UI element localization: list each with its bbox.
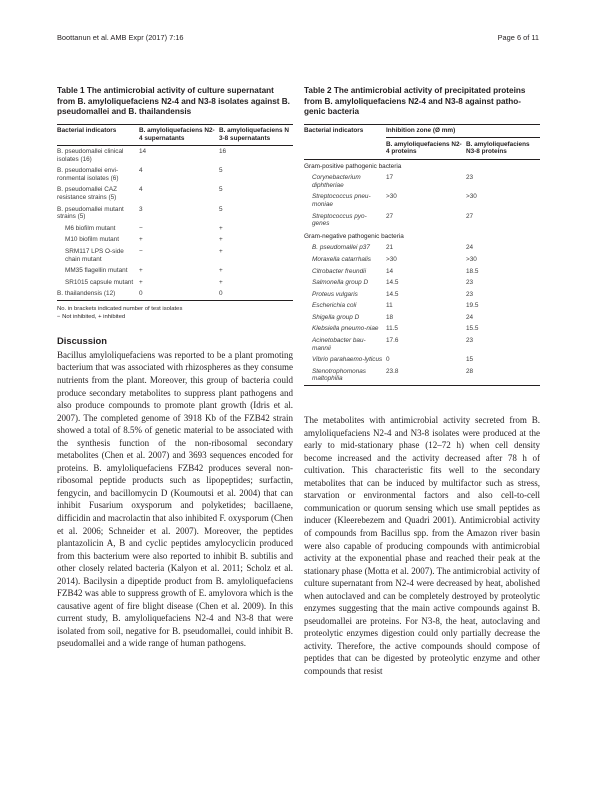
table2-cell-organism: Stenotrophomonas maltophilia (312, 367, 367, 383)
table2-section-gram-negative-label: Gram-negative pathogenic bacteria (304, 232, 404, 240)
table2-cell-n24: 17.6 (386, 337, 399, 345)
running-header-citation: Boottanun et al. AMB Expr (2017) 7:16 (57, 33, 184, 42)
table2-cell-n38: >30 (466, 255, 477, 263)
table2-cell-organism: Corynebacterium diphtheriae (312, 174, 361, 189)
table2-cell-organism: Acinetobacter bau-mannii (312, 337, 366, 352)
table2-cell-organism: Salmonella group D (312, 279, 369, 287)
table1-cell-n24: 4 (139, 186, 143, 194)
table2-cell-n38: 27 (466, 212, 474, 220)
table1-cell-n24: 0 (139, 290, 143, 298)
table2-row (304, 172, 540, 191)
table1-cell-n24: 4 (139, 167, 143, 175)
table1-footnote-1: No. in brackets indicated number of test isolates (57, 305, 183, 312)
table1-cell-indicator: M10 biofilm mutant (65, 236, 119, 244)
table2-cell-n38: 23 (466, 337, 474, 345)
table2-cell-n38: 15.5 (466, 325, 479, 333)
table2-section-gram-positive-label: Gram-positive pathogenic bacteria (304, 162, 402, 170)
table2-row (304, 366, 540, 386)
page-number: Page 6 of 11 (497, 33, 539, 42)
table2-cell-n38: 18.5 (466, 267, 479, 275)
table2-cell-n38: 23 (466, 174, 474, 182)
table2-cell-n38: 28 (466, 367, 474, 375)
table1-cell-n38: 5 (219, 167, 223, 175)
table2-row (304, 312, 540, 324)
table2-cell-n24: >30 (386, 255, 397, 263)
table2-cell-organism: Streptococcus pneu-moniae (312, 193, 371, 208)
table1-cell-indicator: M6 biofilm mutant (65, 224, 116, 232)
table2-cell-n38: 23 (466, 290, 474, 298)
table1-header-indicator: Bacterial indicators (57, 124, 139, 145)
table1-cell-n24: + (139, 278, 143, 286)
table2-cell-n24: 23.8 (386, 367, 399, 375)
table1-cell-n24: − (139, 247, 143, 255)
table2-header-n38: B. amyloliquefaciens N3-8 proteins (466, 138, 540, 159)
table2-cell-n38: 23 (466, 279, 474, 287)
table2-row (304, 289, 540, 301)
discussion-left-paragraph: Bacillus amyloliquefaciens was reported to be a plant promoting bacterium that was associated with rhizospheres as they consume nutrients from the plant. Moreover, this group of bacteria could produce secondary metabolites to suppress plant pathogens and also produce compounds to promote plant growth (Idris et al. 2007). The completed genome of 3918 Kb of the FZB42 strain showed a total of 8.5% of genetic material to be associated with the synthesis function of the non-ribosomal secondary metabolites (Chen et al. 2007) and 3693 sequences encoded for proteins. B. amyloliquefaciens FZB42 produces several non-ribosomal peptide products such as lipopeptides; surfactin, fengycin, and bacillomycin D (Koumoutsi et al. 2004) that can inhibit Fusarium oxysporum and polyketides; bacillaene, difficidin and macrolactin that also inhibited F. oxysporum (Chen et al. 2006; Schneider et al. 2007). Moreover, the peptides plantazolicin A, B and cyclic peptides amylocyclicin produced from this bacterium were also reported to inhibit B. subtilis and other closely related bacteria (Kalyon et al. 2011; Scholz et al. 2014). Bacilysin a dipeptide product from B. amyloliquefaciens FZB42 was able to suppress growth of E. amylovora which is the causative agent of fire blight disease (Chen et al. 2009). In this current study, B. amyloliquefaciens N2-4 and N3-8 that were isolated from soil, negative for B. pseudomallei, could inhibit B. pseudomallei and a wide range of human pathogens. (57, 349, 293, 649)
table1-cell-n38: + (219, 247, 223, 255)
discussion-right-paragraph: The metabolites with antimicrobial activity secreted from B. amyloliquefaciens N2-4 and N3-8 isolates were produced at the early to mid-stationary phase (12–72 h) when cell density become increased and the activity decreased after 78 h of cultivation. This characteristic fits well to the secondary metabolites that can be induced by multifactor such as stress, starvation or environmental factors and also cell-to-cell communication or quorum sensing which use small peptides as inducer (Kleerebezem and Quadri 2001). Antimicrobial activity of compounds from Bacillus spp. from the Amazon river basin were also capable of producing compounds with antimicrobial activity at the exponential phase and reached their peak at the stationary phase (Motta et al. 2007). The antimicrobial activity of culture supernatant from N2-4 were decreased by heat, abolished when autoclaved and can be completely destroyed by proteolytic enzymes suggesting that the main active compounds against B. pseudomallei are proteins. For N3-8, the heat, autoclaving and proteolytic enzymes digestion could only partially decrease the activity. Therefore, the active compounds should compose of peptides that can be digested by proteolytic enzyme and other compounds that resist (304, 415, 540, 676)
table1-cell-n38: 16 (219, 147, 227, 155)
table2-cell-n24: 14.5 (386, 290, 399, 298)
table2-cell-organism: Streptococcus pyo-genes (312, 212, 367, 228)
table2-header-n24: B. amyloliquefaciens N2-4 proteins (386, 138, 466, 159)
table2 (304, 124, 540, 386)
left-column (57, 86, 293, 650)
table1-row (57, 223, 293, 235)
table1-cell-indicator: B. pseudomallei clinical isolates (16) (57, 147, 124, 163)
discussion-heading: Discussion (57, 334, 108, 346)
table1-row (57, 184, 293, 203)
table1-row (57, 165, 293, 184)
table1-cell-indicator: B. thailandensis (12) (57, 290, 116, 298)
table2-cell-n24: >30 (386, 193, 397, 201)
table1-row (57, 234, 293, 246)
table2-row (304, 254, 540, 266)
table2-row (304, 191, 540, 210)
table1-cell-indicator: MM35 flagellin mutant (65, 267, 128, 275)
table2-cell-n24: 18 (386, 313, 394, 321)
table2-row (304, 354, 540, 366)
table2-section-gram-positive (304, 159, 540, 172)
table2-header-indicator: Bacterial indicators (304, 127, 364, 135)
table1-cell-indicator: B. pseudomallei mutant strains (5) (57, 205, 124, 221)
table2-cell-n24: 11.5 (386, 325, 398, 333)
table2-cell-n38: 19.5 (466, 302, 479, 310)
table1-header-n38: B. amyloliquefaciens N 3-8 supernatants (219, 124, 293, 145)
table1-cell-n38: + (219, 278, 223, 286)
table1-row (57, 145, 293, 165)
table1-cell-n38: + (219, 267, 223, 275)
table2-header-blank (304, 138, 386, 159)
table1 (57, 124, 293, 301)
table2-cell-organism: Shigella group D (312, 313, 360, 321)
table1-row (57, 277, 293, 289)
table2-cell-n24: 0 (386, 356, 390, 364)
table2-body (304, 159, 540, 385)
table1-row (57, 288, 293, 300)
table1-caption: Table 1 The antimicrobial activity of culture supernatant from B. amyloliquefaciens N2-4 and N3-8 isolates against B. pseudomallei and B. thailandensis (57, 86, 290, 117)
table2-cell-n24: 17 (386, 174, 394, 182)
table1-cell-indicator: B. pseudomallei CAZ resistance strains (5) (57, 186, 118, 201)
table2-caption: Table 2 The antimicrobial activity of precipitated proteins from B. amyloliquefaciens N2-4 and N3-8 against patho-genic bacteria (304, 86, 526, 117)
table1-cell-indicator: SRM117 LPS O-side chain mutant (65, 247, 124, 263)
table1-cell-n38: 0 (219, 290, 223, 298)
table1-cell-n24: + (139, 267, 143, 275)
table1-body (57, 145, 293, 300)
table2-cell-organism: B. pseudomallei p37 (312, 244, 370, 252)
table2-cell-organism: Proteus vulgaris (312, 290, 358, 298)
table1-header-n24: B. amyloliquefaciens N2-4 supernatants (139, 124, 219, 145)
table1-cell-n38: + (219, 224, 223, 232)
table1-row (57, 246, 293, 265)
table1-cell-n24: 3 (139, 205, 143, 213)
table2-cell-organism: Escherichia coli (312, 302, 357, 310)
table1-cell-n38: + (219, 236, 223, 244)
table2-cell-n24: 11 (386, 302, 393, 310)
table2-row (304, 277, 540, 289)
table2-row (304, 242, 540, 254)
table1-footnote-2: − Not inhibited, + inhibited (57, 313, 126, 320)
table1-cell-n38: 5 (219, 205, 223, 213)
table2-row (304, 266, 540, 278)
table2-cell-n24: 14 (386, 267, 394, 275)
table2-cell-n38: >30 (466, 193, 477, 201)
table1-cell-n24: + (139, 236, 143, 244)
table1-cell-n38: 5 (219, 186, 223, 194)
table2-cell-n24: 27 (386, 212, 394, 220)
table2-cell-n38: 24 (466, 244, 474, 252)
table2-cell-n24: 21 (386, 244, 394, 252)
table2-row (304, 211, 540, 230)
table2-header-zone: Inhibition zone (Ø mm) (386, 124, 540, 138)
table2-row (304, 335, 540, 354)
table2-cell-n38: 15 (466, 356, 474, 364)
table2-cell-organism: Vibrio parahaemo-lyticus (312, 356, 383, 364)
table2-cell-organism: Moraxella catarrhalis (312, 255, 371, 263)
table1-row (57, 204, 293, 223)
table2-cell-n38: 24 (466, 313, 474, 321)
table1-cell-n24: − (139, 224, 143, 232)
table2-cell-organism: Klebsiella pneumo-niae (312, 325, 379, 333)
table1-cell-indicator: SR1015 capsule mutant (65, 278, 134, 286)
table2-row (304, 300, 540, 312)
table2-cell-n24: 14.5 (386, 279, 399, 287)
table1-row (57, 265, 293, 277)
table2-row (304, 323, 540, 335)
table2-section-gram-negative (304, 230, 540, 243)
table1-cell-indicator: B. pseudomallei envi-ronmental isolates (6) (57, 167, 119, 182)
table2-cell-organism: Citrobacter freundii (312, 267, 366, 275)
table1-cell-n24: 14 (139, 147, 147, 155)
right-column (304, 86, 540, 678)
